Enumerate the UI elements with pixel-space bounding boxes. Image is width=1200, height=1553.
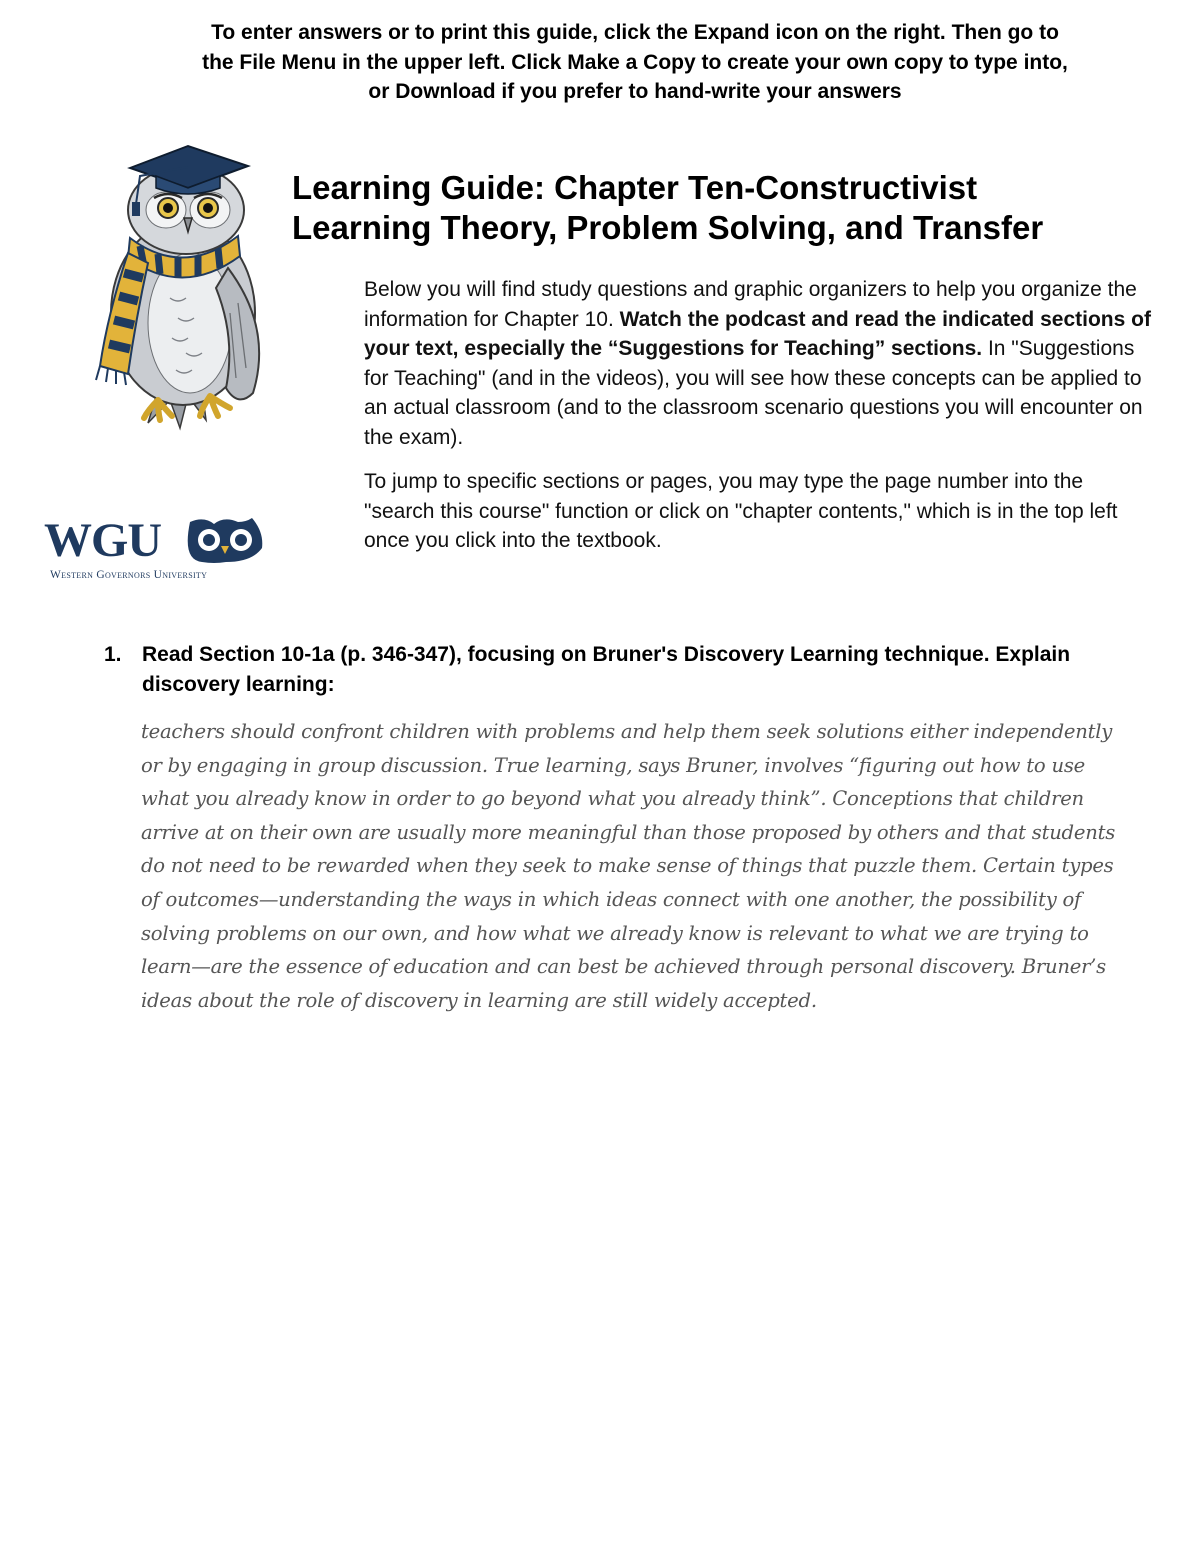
question-number: 1. xyxy=(104,643,122,666)
answer-text[interactable]: teachers should confront children with problems and help them seek solutions either independently or by engaging in group discussion. True learning, says Bruner, involves “figuring out how to use what you already know in order to go beyond what you already think”. Conceptions that children arrive at on their own are usually more meaningful than those proposed by others and that students do not need to be rewarded when they seek to make sense of things that puzzle them. Certain types of outcomes—understanding the ways in which ideas connect with one another, the possibility of solving problems on our own, and how what we already know is relevant to what we are trying to learn—are the essence of education and can best be achieved through personal discovery. Bruner’s ideas about the role of discovery in learning are still widely accepted. xyxy=(141,720,1115,1012)
intro-bold-text: Watch the podcast and read the indicated sections of your text, especially the “Suggestions for Teaching” sections. xyxy=(364,307,1151,360)
wgu-logo xyxy=(42,512,272,584)
owl-mascot-illustration xyxy=(88,138,273,438)
intro-paragraph xyxy=(364,275,1154,452)
navigation-tip-paragraph: To jump to specific sections or pages, you may type the page number into the "search this course" function or click on "chapter contents," which is in the top left once you click into the textbook. xyxy=(364,470,1118,552)
wgu-logo-text: WGU xyxy=(44,514,161,567)
question-1 xyxy=(104,640,1104,699)
page-title-line-1: Learning Guide: Chapter Ten-Constructivist xyxy=(292,169,978,206)
wgu-logo-subtitle: Western Governors University xyxy=(50,569,208,581)
instructions-line-2: the File Menu in the upper left. Click Make a Copy to create your own copy to type into, xyxy=(202,50,1068,74)
intro-section xyxy=(364,275,1154,571)
instructions-line-1: To enter answers or to print this guide, click the Expand icon on the right. Then go to xyxy=(211,21,1059,44)
intro-text: Below you will find study questions and graphic organizers to help you organize the information for Chapter 10. xyxy=(364,278,1137,331)
intro-text-continued: In "Suggestions for Teaching" (and in the videos), you will see how these concepts can be applied to an actual classroom (and to the classroom scenario questions you will encounter on the exam). xyxy=(364,337,1143,449)
question-text: Read Section 10-1a (p. 346-347), focusing on Bruner's Discovery Learning technique. Explain discovery learning: xyxy=(142,643,1071,696)
owl-face-icon xyxy=(188,518,263,563)
instructions-banner xyxy=(120,18,1150,107)
page-title xyxy=(292,168,1172,248)
page-title-line-2: Learning Theory, Problem Solving, and Transfer xyxy=(292,209,1044,246)
instructions-line-3: or Download if you prefer to hand-write your answers xyxy=(368,80,902,103)
